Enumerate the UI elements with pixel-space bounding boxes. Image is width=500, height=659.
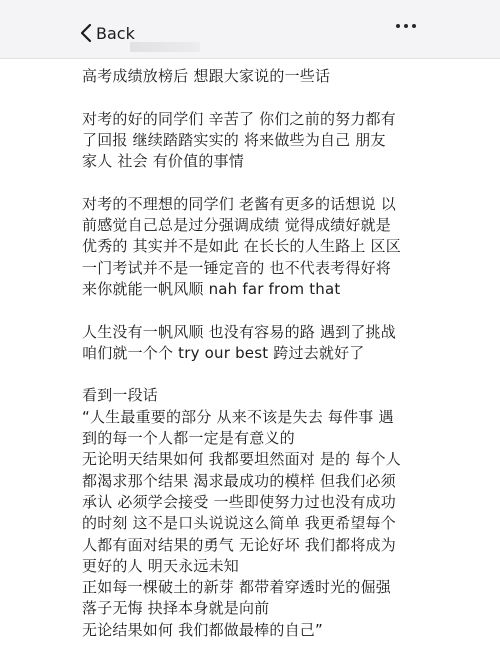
paragraph	[82, 109, 432, 173]
nav-bar	[0, 0, 500, 59]
text-line: 承认 必须学会接受 一些即使努力过也没有成功	[82, 492, 396, 511]
paragraph-gap	[82, 87, 432, 108]
back-label: Back	[96, 23, 135, 43]
paragraph	[82, 322, 432, 365]
text-line: 无论明天结果如何 我都要坦然面对 是的 每个人	[82, 450, 401, 469]
text-line: 的时刻 这不是口头说说这么简单 我更希望每个	[82, 514, 396, 533]
text-line: 人都有面对结果的勇气 无论好坏 我们都将成为	[82, 535, 396, 554]
text-line: “人生最重要的部分 从来不该是失去 每件事 遇	[82, 407, 394, 426]
chevron-left-icon	[80, 23, 92, 43]
paragraph-gap	[82, 172, 432, 193]
text-line: 人生没有一帆风顺 也没有容易的路 遇到了挑战	[82, 322, 396, 341]
text-line: 优秀的 其实并不是如此 在长长的人生路上 区区	[82, 237, 401, 256]
paragraph-gap	[82, 364, 432, 385]
text-line: 看到一段话	[82, 386, 159, 405]
text-line: 落子无悔 抉择本身就是向前	[82, 599, 270, 618]
paragraph	[82, 66, 432, 87]
more-dot	[396, 24, 400, 28]
more-options-button[interactable]	[396, 24, 416, 28]
text-line: 高考成绩放榜后 想跟大家说的一些话	[82, 67, 331, 85]
text-line: 到的每一个人都一定是有意义的	[82, 429, 295, 448]
back-button[interactable]	[80, 20, 135, 46]
text-line: 都渴求那个结果 渴求最成功的模样 但我们必须	[82, 471, 396, 490]
text-line: 对考的好的同学们 辛苦了 你们之前的努力都有	[82, 109, 396, 128]
paragraph-gap	[82, 300, 432, 321]
paragraph	[82, 385, 432, 641]
more-dot	[404, 24, 408, 28]
text-line: 一门考试并不是一锤定音的 也不代表考得好将	[82, 258, 391, 277]
text-line: 来你就能一帆风顺 nah far from that	[82, 279, 341, 298]
text-line: 更好的人 明天永远未知	[82, 556, 239, 575]
text-line: 前感觉自己总是过分强调成绩 觉得成绩好就是	[82, 216, 391, 235]
text-line: 了回报 继续踏踏实实的 将来做些为自己 朋友	[82, 130, 386, 149]
text-line: 正如每一棵破土的新芽 都带着穿透时光的倔强	[82, 578, 391, 597]
text-line: 咱们就一个个 try our best 跨过去就好了	[82, 343, 365, 362]
note-body	[82, 66, 432, 641]
text-line: 对考的不理想的同学们 老酱有更多的话想说 以	[82, 194, 396, 213]
text-line: 无论结果如何 我们都做最棒的自己”	[82, 620, 323, 639]
text-line: 家人 社会 有价值的事情	[82, 152, 244, 171]
paragraph	[82, 194, 432, 300]
scrolled-text-fragment	[130, 42, 200, 52]
more-dot	[412, 24, 416, 28]
